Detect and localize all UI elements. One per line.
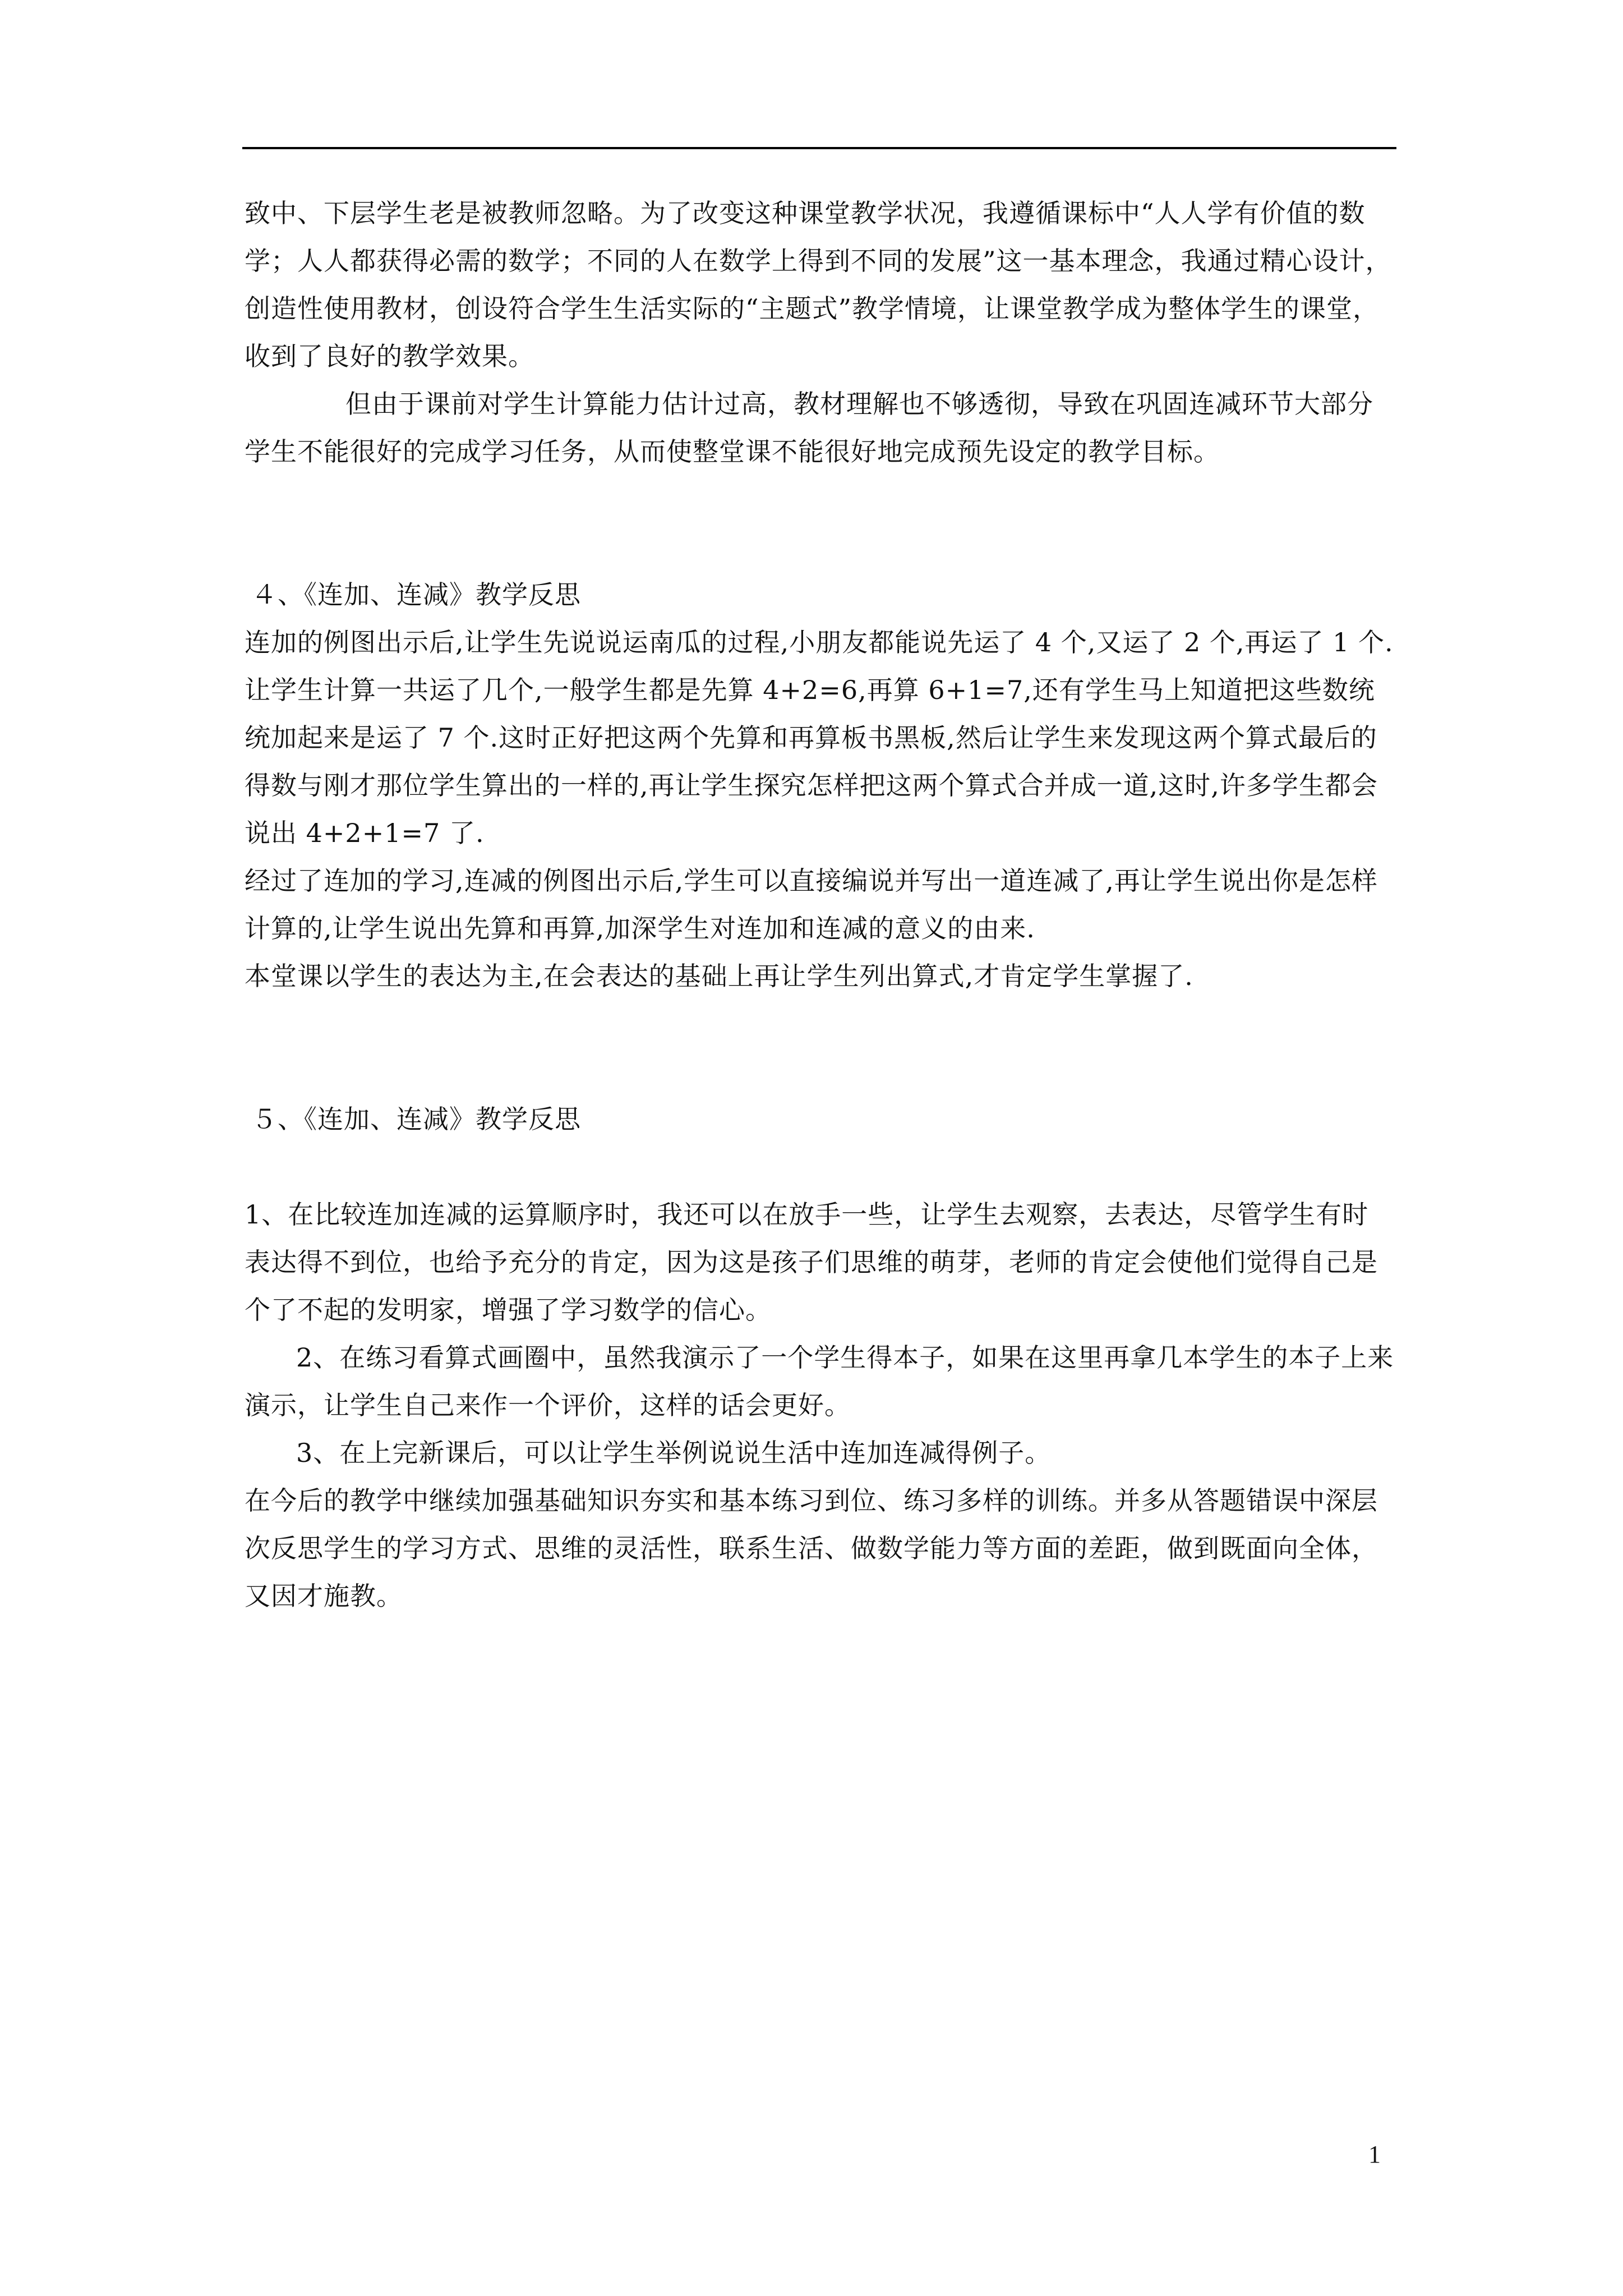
- section-5-item-3: 3、在上完新课后，可以让学生举例说说生活中连加连减得例子。: [296, 1438, 1052, 1468]
- spacer: [245, 1000, 1394, 1096]
- spacer: [245, 476, 1394, 571]
- intro-paragraph-2: 但由于课前对学生计算能力估计过高，教材理解也不够透彻，导致在巩固连减环节大部分学生不能很好的完成学习任务，从而使整堂课不能很好地完成预先设定的教学目标。: [245, 389, 1373, 467]
- section-4-paragraph-2: 经过了连加的学习,连减的例图出示后,学生可以直接编说并写出一道连减了,再让学生说出你是怎样计算的,让学生说出先算和再算,加深学生对连加和连减的意义的由来.: [245, 866, 1378, 944]
- section-4-title: ４、《连加、连减》教学反思: [251, 579, 581, 610]
- section-4-paragraph-1: 连加的例图出示后,让学生先说说运南瓜的过程,小朋友都能说先运了 4 个,又运了 2 个,再运了 1 个.让学生计算一共运了几个,一般学生都是先算 4+2=6,再算 6+1=7,还有学生马上知道把这些数统统加起来是运了 7 个.这时正好把这两个先算和再算板书黑板,然后让学生来发现这两个算式最后的得数与刚才那位学生算出的一样的,再让学生探究怎样把这两个算式合并成一道,这时,许多学生都会说出 4+2+1=7 了.: [245, 627, 1394, 848]
- intro-paragraph-1: 致中、下层学生老是被教师忽略。为了改变这种课堂教学状况，我遵循课标中“人人学有价值的数学；人人都获得必需的数学；不同的人在数学上得到不同的发展”这一基本理念，我通过精心设计，创造性使用教材，创设符合学生生活实际的“主题式”教学情境，让课堂教学成为整体学生的课堂，收到了良好的教学效果。: [245, 198, 1392, 371]
- section-5-item-1: 1、在比较连加连减的运算顺序时，我还可以在放手一些，让学生去观察，去表达，尽管学生有时表达得不到位，也给予充分的肯定，因为这是孩子们思维的萌芽，老师的肯定会使他们觉得自己是个了不起的发明家，增强了学习数学的信心。: [245, 1199, 1378, 1325]
- section-4-paragraph-3: 本堂课以学生的表达为主,在会表达的基础上再让学生列出算式,才肯定学生掌握了.: [245, 961, 1193, 991]
- document-body: [245, 190, 1394, 1620]
- section-5-item-2: 2、在练习看算式画圈中，虽然我演示了一个学生得本子，如果在这里再拿几本学生的本子上来演示，让学生自己来作一个评价，这样的话会更好。: [245, 1342, 1394, 1420]
- spacer: [245, 1143, 1394, 1191]
- section-5-closing: 在今后的教学中继续加强基础知识夯实和基本练习到位、练习多样的训练。并多从答题错误中深层次反思学生的学习方式、思维的灵活性，联系生活、做数学能力等方面的差距，做到既面向全体，又因才施教。: [245, 1485, 1378, 1611]
- header-rule: [242, 147, 1396, 149]
- section-5-title: ５、《连加、连减》教学反思: [251, 1104, 581, 1134]
- page-number: 1: [1368, 2141, 1381, 2168]
